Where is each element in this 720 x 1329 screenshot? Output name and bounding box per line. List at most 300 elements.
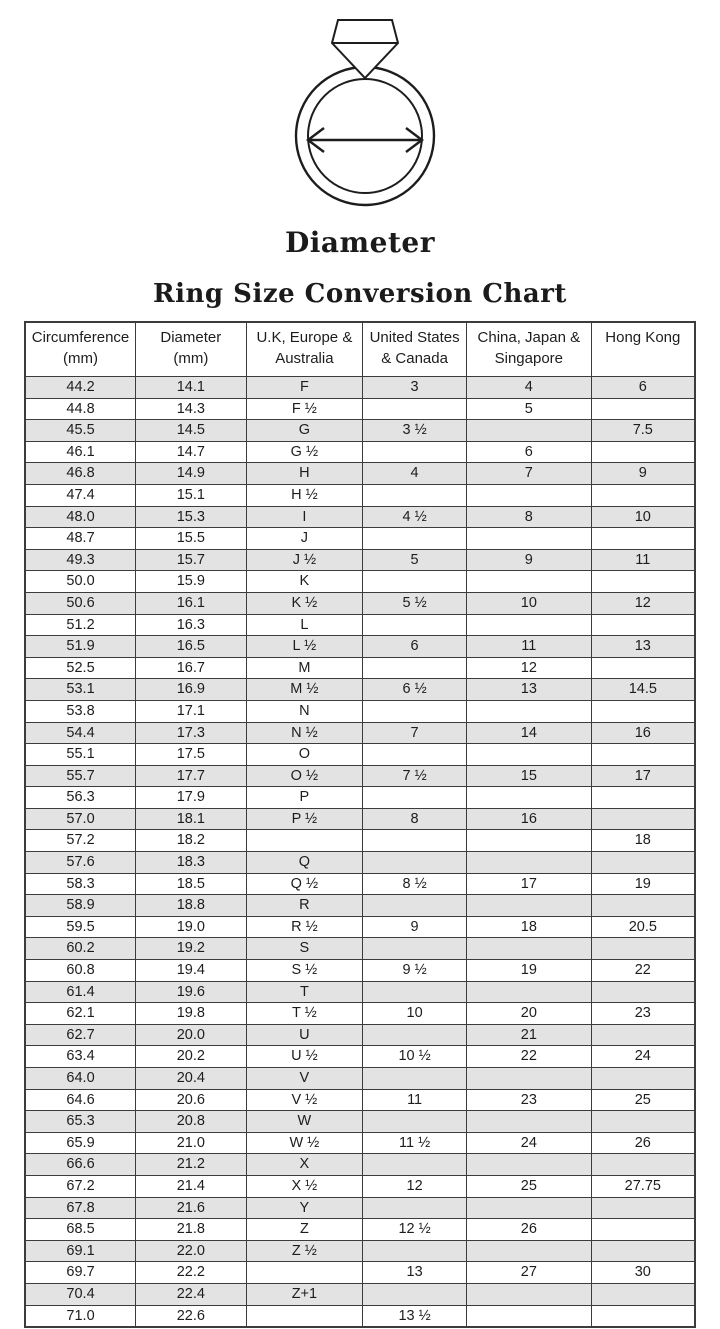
table-cell: 45.5 [25, 420, 136, 442]
table-cell [363, 1111, 467, 1133]
table-cell: 16 [467, 808, 592, 830]
table-cell: 60.2 [25, 938, 136, 960]
column-header-line2: Singapore [494, 350, 564, 367]
table-cell: 5 [363, 549, 467, 571]
table-cell: 19.8 [136, 1003, 247, 1025]
table-cell: 22.2 [136, 1262, 247, 1284]
table-cell: 46.8 [25, 463, 136, 485]
table-cell: H ½ [246, 484, 363, 506]
table-cell: 8 ½ [363, 873, 467, 895]
table-row [25, 916, 695, 938]
table-cell: 51.9 [25, 636, 136, 658]
table-cell: T ½ [246, 1003, 363, 1025]
table-row [25, 765, 695, 787]
table-cell: 8 [467, 506, 592, 528]
diamond-ring-diameter-icon [269, 10, 451, 210]
table-cell: 17.9 [136, 787, 247, 809]
table-cell: 53.8 [25, 700, 136, 722]
column-header-line2: & Canada [381, 350, 448, 367]
table-cell [467, 1240, 592, 1262]
table-cell: 69.1 [25, 1240, 136, 1262]
table-cell: 9 [591, 463, 695, 485]
table-cell: P [246, 787, 363, 809]
column-header-line2: Australia [275, 350, 334, 367]
table-row [25, 981, 695, 1003]
table-cell: 46.1 [25, 441, 136, 463]
table-cell: Z [246, 1219, 363, 1241]
table-cell: 19 [467, 960, 592, 982]
table-cell [591, 528, 695, 550]
table-cell [591, 700, 695, 722]
table-cell: 22 [591, 960, 695, 982]
table-cell: 21.4 [136, 1175, 247, 1197]
table-cell: 15.5 [136, 528, 247, 550]
table-cell: 57.6 [25, 852, 136, 874]
table-cell: 63.4 [25, 1046, 136, 1068]
table-cell: 60.8 [25, 960, 136, 982]
table-cell: 18.8 [136, 895, 247, 917]
table-cell: 15.7 [136, 549, 247, 571]
table-cell: 21.0 [136, 1132, 247, 1154]
table-cell: 19 [591, 873, 695, 895]
table-cell: 55.1 [25, 744, 136, 766]
table-row [25, 420, 695, 442]
table-cell [467, 830, 592, 852]
table-cell [363, 657, 467, 679]
ring-outer-circle-icon [296, 67, 434, 205]
table-cell: 19.6 [136, 981, 247, 1003]
table-cell [363, 938, 467, 960]
table-cell [246, 830, 363, 852]
table-cell: V [246, 1068, 363, 1090]
ring-size-conversion-table [24, 321, 696, 1328]
table-cell: 65.9 [25, 1132, 136, 1154]
table-cell: 10 ½ [363, 1046, 467, 1068]
table-cell: 20.0 [136, 1024, 247, 1046]
table-cell: 16.1 [136, 592, 247, 614]
table-cell: 59.5 [25, 916, 136, 938]
table-cell [467, 700, 592, 722]
table-row [25, 960, 695, 982]
table-cell [363, 830, 467, 852]
table-row [25, 506, 695, 528]
table-cell: 13 ½ [363, 1305, 467, 1327]
table-cell: 54.4 [25, 722, 136, 744]
table-cell: O [246, 744, 363, 766]
table-cell: 17.5 [136, 744, 247, 766]
table-cell: 11 [363, 1089, 467, 1111]
table-cell: 13 [467, 679, 592, 701]
table-cell: Z+1 [246, 1283, 363, 1305]
table-cell: N [246, 700, 363, 722]
table-cell: 67.2 [25, 1175, 136, 1197]
table-cell: 66.6 [25, 1154, 136, 1176]
table-cell [467, 981, 592, 1003]
table-cell [591, 1068, 695, 1090]
table-cell: 12 [363, 1175, 467, 1197]
table-cell: 68.5 [25, 1219, 136, 1241]
table-row [25, 852, 695, 874]
table-row [25, 895, 695, 917]
table-row [25, 1089, 695, 1111]
diameter-label: Diameter [284, 226, 435, 259]
table-cell: 25 [591, 1089, 695, 1111]
table-cell: 7 [363, 722, 467, 744]
table-row [25, 938, 695, 960]
table-cell [363, 614, 467, 636]
table-cell [363, 1240, 467, 1262]
table-cell: 4 [467, 377, 592, 399]
table-cell: 53.1 [25, 679, 136, 701]
table-row [25, 808, 695, 830]
table-cell: Q ½ [246, 873, 363, 895]
table-cell: X ½ [246, 1175, 363, 1197]
table-cell: 30 [591, 1262, 695, 1284]
table-cell: 64.6 [25, 1089, 136, 1111]
table-cell: 44.8 [25, 398, 136, 420]
table-cell [591, 614, 695, 636]
table-cell [591, 981, 695, 1003]
table-row [25, 484, 695, 506]
table-cell: 44.2 [25, 377, 136, 399]
table-cell: 14.5 [136, 420, 247, 442]
table-cell: 19.4 [136, 960, 247, 982]
table-cell: 17.7 [136, 765, 247, 787]
table-row [25, 830, 695, 852]
table-row [25, 528, 695, 550]
table-cell [467, 420, 592, 442]
table-cell [591, 1024, 695, 1046]
table-cell: W ½ [246, 1132, 363, 1154]
table-row [25, 1046, 695, 1068]
table-cell [467, 938, 592, 960]
table-cell [591, 1154, 695, 1176]
diamond-icon [332, 20, 398, 78]
table-body [25, 377, 695, 1328]
table-cell: Z ½ [246, 1240, 363, 1262]
table-cell: M ½ [246, 679, 363, 701]
table-cell: 22.6 [136, 1305, 247, 1327]
table-cell: 5 [467, 398, 592, 420]
ring-diagram-container [0, 0, 720, 210]
table-cell [467, 1283, 592, 1305]
table-cell: 9 ½ [363, 960, 467, 982]
table-cell [591, 787, 695, 809]
table-cell: M [246, 657, 363, 679]
table-cell [591, 571, 695, 593]
column-header-3 [246, 322, 363, 377]
table-cell: 5 ½ [363, 592, 467, 614]
table-cell [467, 1111, 592, 1133]
table-cell: K ½ [246, 592, 363, 614]
table-cell: 6 [467, 441, 592, 463]
table-cell [591, 1111, 695, 1133]
table-cell: 17.1 [136, 700, 247, 722]
table-cell [591, 484, 695, 506]
table-cell: 23 [467, 1089, 592, 1111]
table-cell: 20.4 [136, 1068, 247, 1090]
table-cell: 16.9 [136, 679, 247, 701]
table-cell: P ½ [246, 808, 363, 830]
table-cell: 25 [467, 1175, 592, 1197]
table-cell: K [246, 571, 363, 593]
table-cell [467, 1154, 592, 1176]
table-row [25, 377, 695, 399]
table-cell: J ½ [246, 549, 363, 571]
table-cell [591, 852, 695, 874]
table-cell: 15.9 [136, 571, 247, 593]
table-row [25, 1305, 695, 1327]
table-cell: 47.4 [25, 484, 136, 506]
column-header-5 [467, 322, 592, 377]
column-header-line1: Circumference [31, 329, 130, 346]
table-cell: 7 [467, 463, 592, 485]
table-cell [467, 852, 592, 874]
table-row [25, 614, 695, 636]
table-cell: 9 [467, 549, 592, 571]
table-cell: J [246, 528, 363, 550]
table-cell: 20.5 [591, 916, 695, 938]
table-cell: 61.4 [25, 981, 136, 1003]
table-cell [363, 787, 467, 809]
table-cell [467, 895, 592, 917]
table-cell: 62.7 [25, 1024, 136, 1046]
table-cell: N ½ [246, 722, 363, 744]
table-cell [591, 398, 695, 420]
table-cell: 7 ½ [363, 765, 467, 787]
table-cell [591, 808, 695, 830]
table-cell: 49.3 [25, 549, 136, 571]
table-row [25, 636, 695, 658]
column-header-line2 [592, 348, 694, 369]
table-row [25, 1111, 695, 1133]
table-cell [363, 571, 467, 593]
table-row [25, 1283, 695, 1305]
table-cell: 23 [591, 1003, 695, 1025]
table-row [25, 549, 695, 571]
table-cell: 14.9 [136, 463, 247, 485]
table-cell: 58.3 [25, 873, 136, 895]
table-row [25, 1197, 695, 1219]
table-cell [591, 1219, 695, 1241]
column-header-line1: U.K, Europe & [256, 329, 353, 346]
table-cell: 4 ½ [363, 506, 467, 528]
table-cell: 57.0 [25, 808, 136, 830]
table-cell: 8 [363, 808, 467, 830]
table-cell [363, 852, 467, 874]
table-cell: 21.6 [136, 1197, 247, 1219]
table-row [25, 1219, 695, 1241]
table-cell: 55.7 [25, 765, 136, 787]
table-cell: V ½ [246, 1089, 363, 1111]
page-title: Ring Size Conversion Chart [153, 279, 567, 309]
table-cell: 18 [467, 916, 592, 938]
table-cell: 58.9 [25, 895, 136, 917]
table-cell [363, 744, 467, 766]
table-cell: 9 [363, 916, 467, 938]
table-cell: 14.3 [136, 398, 247, 420]
table-cell [363, 1154, 467, 1176]
table-cell [591, 744, 695, 766]
table-cell: 64.0 [25, 1068, 136, 1090]
table-cell [467, 787, 592, 809]
table-row [25, 873, 695, 895]
table-row [25, 1175, 695, 1197]
table-row [25, 1240, 695, 1262]
table-cell: U ½ [246, 1046, 363, 1068]
table-cell: 18.1 [136, 808, 247, 830]
table-cell [591, 895, 695, 917]
column-header-line1: Diameter [160, 329, 222, 346]
table-cell: I [246, 506, 363, 528]
table-cell: 20 [467, 1003, 592, 1025]
table-cell: 17.3 [136, 722, 247, 744]
table-cell [467, 744, 592, 766]
table-row [25, 1154, 695, 1176]
table-cell [591, 938, 695, 960]
table-cell [591, 1305, 695, 1327]
column-header-line2: (mm) [63, 350, 99, 367]
table-cell: Q [246, 852, 363, 874]
table-cell: 16.5 [136, 636, 247, 658]
table-cell: R [246, 895, 363, 917]
table-row [25, 1132, 695, 1154]
table-row [25, 657, 695, 679]
table-row [25, 1024, 695, 1046]
table-cell: X [246, 1154, 363, 1176]
table-cell: H [246, 463, 363, 485]
table-cell: 3 [363, 377, 467, 399]
table-cell: 14 [467, 722, 592, 744]
table-cell: 18.2 [136, 830, 247, 852]
table-cell: 15.1 [136, 484, 247, 506]
table-cell: 4 [363, 463, 467, 485]
table-cell: 48.7 [25, 528, 136, 550]
table-row [25, 571, 695, 593]
table-row [25, 398, 695, 420]
table-cell [467, 614, 592, 636]
table-cell: 57.2 [25, 830, 136, 852]
table-cell: 10 [363, 1003, 467, 1025]
table-cell: 6 [591, 377, 695, 399]
table-cell: 70.4 [25, 1283, 136, 1305]
table-cell: 65.3 [25, 1111, 136, 1133]
table-cell [363, 398, 467, 420]
table-cell: 62.1 [25, 1003, 136, 1025]
table-cell: 27.75 [591, 1175, 695, 1197]
column-header-1 [25, 322, 136, 377]
table-cell [591, 1283, 695, 1305]
table-cell: 10 [467, 592, 592, 614]
table-cell: 48.0 [25, 506, 136, 528]
table-cell: G [246, 420, 363, 442]
table-row [25, 744, 695, 766]
table-cell: 14.1 [136, 377, 247, 399]
table-cell: 18 [591, 830, 695, 852]
table-cell [467, 571, 592, 593]
table-cell: 50.6 [25, 592, 136, 614]
table-cell: 14.7 [136, 441, 247, 463]
table-cell [363, 1024, 467, 1046]
table-cell: 16 [591, 722, 695, 744]
table-cell [591, 1240, 695, 1262]
table-cell: 22.4 [136, 1283, 247, 1305]
table-cell: 20.8 [136, 1111, 247, 1133]
table-row [25, 1068, 695, 1090]
column-header-line2: (mm) [173, 350, 209, 367]
table-cell: 19.2 [136, 938, 247, 960]
table-cell: 14.5 [591, 679, 695, 701]
table-cell: 16.3 [136, 614, 247, 636]
table-cell: 56.3 [25, 787, 136, 809]
table-cell: W [246, 1111, 363, 1133]
table-cell: 26 [467, 1219, 592, 1241]
table-cell: 17 [467, 873, 592, 895]
table-cell: 20.6 [136, 1089, 247, 1111]
table-row [25, 679, 695, 701]
table-cell: R ½ [246, 916, 363, 938]
table-cell [363, 441, 467, 463]
table-cell: 19.0 [136, 916, 247, 938]
table-cell: L [246, 614, 363, 636]
column-header-6 [591, 322, 695, 377]
table-cell [363, 895, 467, 917]
table-cell: 11 [591, 549, 695, 571]
table-cell: 6 ½ [363, 679, 467, 701]
table-row [25, 592, 695, 614]
table-cell: 51.2 [25, 614, 136, 636]
table-cell [363, 981, 467, 1003]
table-row [25, 463, 695, 485]
table-cell: 13 [363, 1262, 467, 1284]
table-row [25, 1262, 695, 1284]
table-row [25, 700, 695, 722]
table-cell: 18.3 [136, 852, 247, 874]
table-cell: 6 [363, 636, 467, 658]
table-cell: 24 [467, 1132, 592, 1154]
column-header-2 [136, 322, 247, 377]
table-header-row [25, 322, 695, 377]
table-row [25, 722, 695, 744]
table-cell: 22 [467, 1046, 592, 1068]
table-cell [467, 1305, 592, 1327]
table-cell [591, 1197, 695, 1219]
table-cell [467, 484, 592, 506]
table-cell [363, 484, 467, 506]
table-cell: 16.7 [136, 657, 247, 679]
table-cell: 11 ½ [363, 1132, 467, 1154]
table-row [25, 1003, 695, 1025]
table-cell [591, 441, 695, 463]
table-row [25, 441, 695, 463]
table-cell: 71.0 [25, 1305, 136, 1327]
ring-inner-circle-icon [308, 79, 422, 193]
table-cell: F ½ [246, 398, 363, 420]
table-cell [467, 1197, 592, 1219]
table-cell [591, 657, 695, 679]
table-cell: 21 [467, 1024, 592, 1046]
column-header-4 [363, 322, 467, 377]
table-cell [363, 700, 467, 722]
table-cell: 69.7 [25, 1262, 136, 1284]
table-cell: L ½ [246, 636, 363, 658]
table-cell: 13 [591, 636, 695, 658]
table-cell: 15 [467, 765, 592, 787]
table-cell: O ½ [246, 765, 363, 787]
table-cell: S ½ [246, 960, 363, 982]
table-cell: 67.8 [25, 1197, 136, 1219]
table-row [25, 787, 695, 809]
